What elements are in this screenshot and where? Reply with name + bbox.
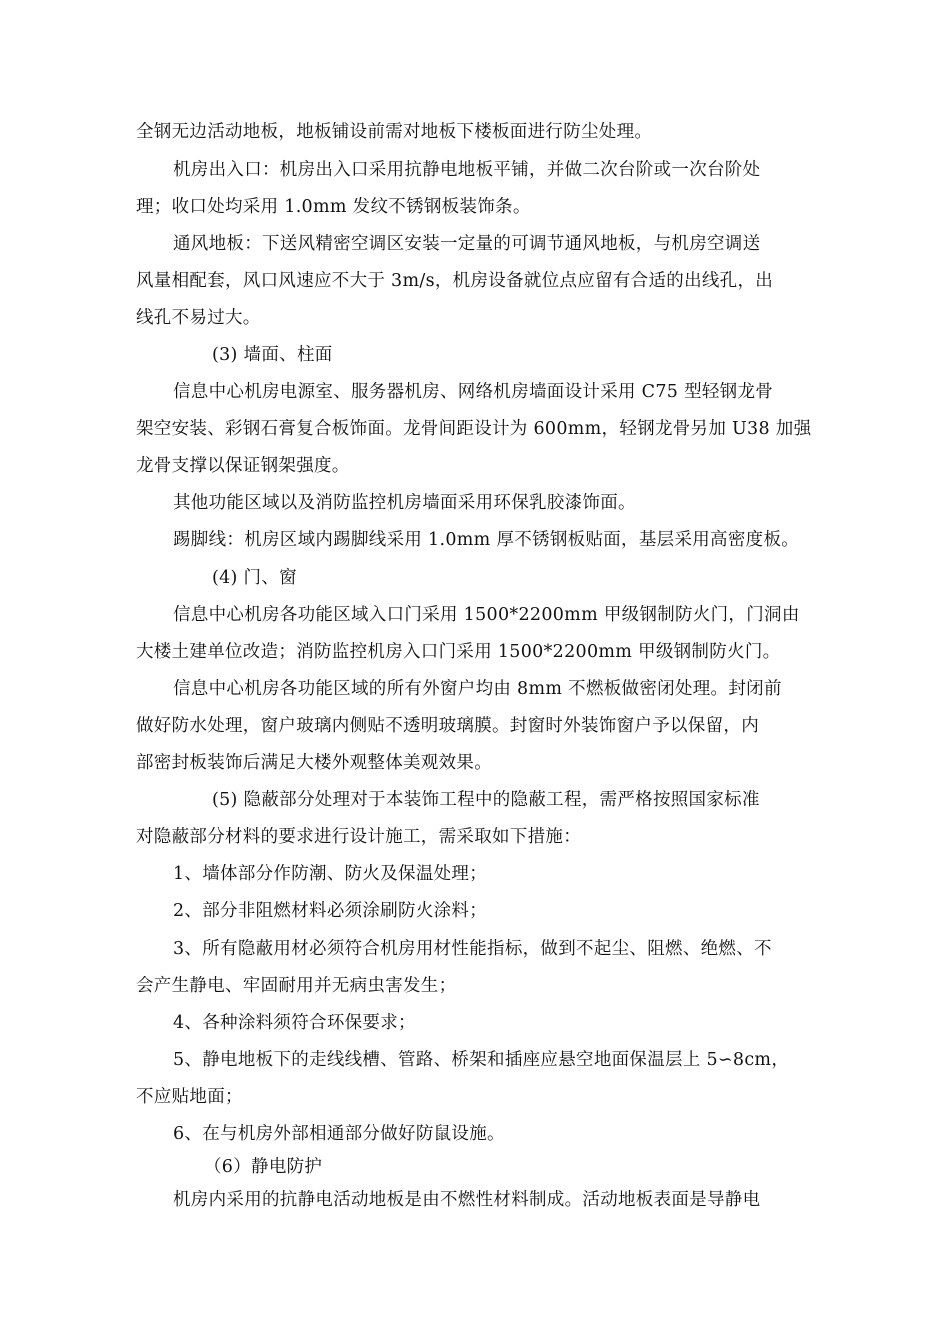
paragraph-line: 机房出入口：机房出入口采用抗静电地板平铺，并做二次台阶或一次台阶处: [173, 160, 761, 180]
list-item: 3、所有隐蔽用材必须符合机房用材性能指标，做到不起尘、阻燃、绝燃、不: [173, 939, 772, 959]
paragraph-line: 龙骨支撑以保证钢架强度。: [136, 456, 350, 476]
section-heading: (5) 隐蔽部分处理对于本装饰工程中的隐蔽工程，需严格按照国家标准: [212, 790, 760, 810]
section-heading: (4) 门、窗: [212, 568, 297, 588]
section-heading: （6）静电防护: [204, 1157, 323, 1177]
list-item: 6、在与机房外部相通部分做好防鼠设施。: [173, 1124, 505, 1144]
paragraph-line: 踢脚线：机房区域内踢脚线采用 1.0mm 厚不锈钢板贴面，基层采用高密度板。: [173, 530, 800, 550]
paragraph-line: 信息中心机房电源室、服务器机房、网络机房墙面设计采用 C75 型轻钢龙骨: [173, 382, 774, 402]
paragraph-line: 部密封板装饰后满足大楼外观整体美观效果。: [136, 753, 492, 773]
paragraph-line: 全钢无边活动地板，地板铺设前需对地板下楼板面进行防尘处理。: [136, 122, 653, 142]
paragraph-line: 信息中心机房各功能区域入口门采用 1500*2200mm 甲级钢制防火门，门洞由: [173, 605, 800, 625]
paragraph-line: 架空安装、彩钢石膏复合板饰面。龙骨间距设计为 600mm，轻钢龙骨另加 U38 加强: [136, 419, 812, 439]
list-item: 会产生静电、牢固耐用并无病虫害发生；: [136, 976, 457, 996]
paragraph-line: 对隐蔽部分材料的要求进行设计施工，需采取如下措施：: [136, 827, 581, 847]
list-item: 不应贴地面；: [136, 1087, 243, 1107]
list-item: 5、静电地板下的走线线槽、管路、桥架和插座应悬空地面保温层上 5∽8cm，: [173, 1050, 790, 1070]
list-item: 4、各种涂料须符合环保要求；: [173, 1013, 416, 1033]
list-item: 2、部分非阻燃材料必须涂刷防火涂料；: [173, 901, 488, 921]
list-item: 1、墙体部分作防潮、防火及保温处理；: [173, 864, 488, 884]
paragraph-line: 风量相配套，风口风速应不大于 3m/s，机房设备就位点应留有合适的出线孔，出: [136, 271, 774, 291]
paragraph-line: 机房内采用的抗静电活动地板是由不燃性材料制成。活动地板表面是导静电: [173, 1190, 761, 1210]
paragraph-line: 通风地板：下送风精密空调区安装一定量的可调节通风地板，与机房空调送: [173, 234, 761, 254]
paragraph-line: 线孔不易过大。: [136, 308, 261, 328]
paragraph-line: 做好防水处理，窗户玻璃内侧贴不透明玻璃膜。封窗时外装饰窗户予以保留，内: [136, 716, 759, 736]
paragraph-line: 理；收口处均采用 1.0mm 发纹不锈钢板装饰条。: [136, 197, 531, 217]
paragraph-line: 大楼土建单位改造；消防监控机房入口门采用 1500*2200mm 甲级钢制防火门。: [136, 642, 781, 662]
paragraph-line: 信息中心机房各功能区域的所有外窗户均由 8mm 不燃板做密闭处理。封闭前: [173, 679, 782, 699]
paragraph-line: 其他功能区域以及消防监控机房墙面采用环保乳胶漆饰面。: [173, 493, 636, 513]
section-heading: (3) 墙面、柱面: [212, 345, 333, 365]
